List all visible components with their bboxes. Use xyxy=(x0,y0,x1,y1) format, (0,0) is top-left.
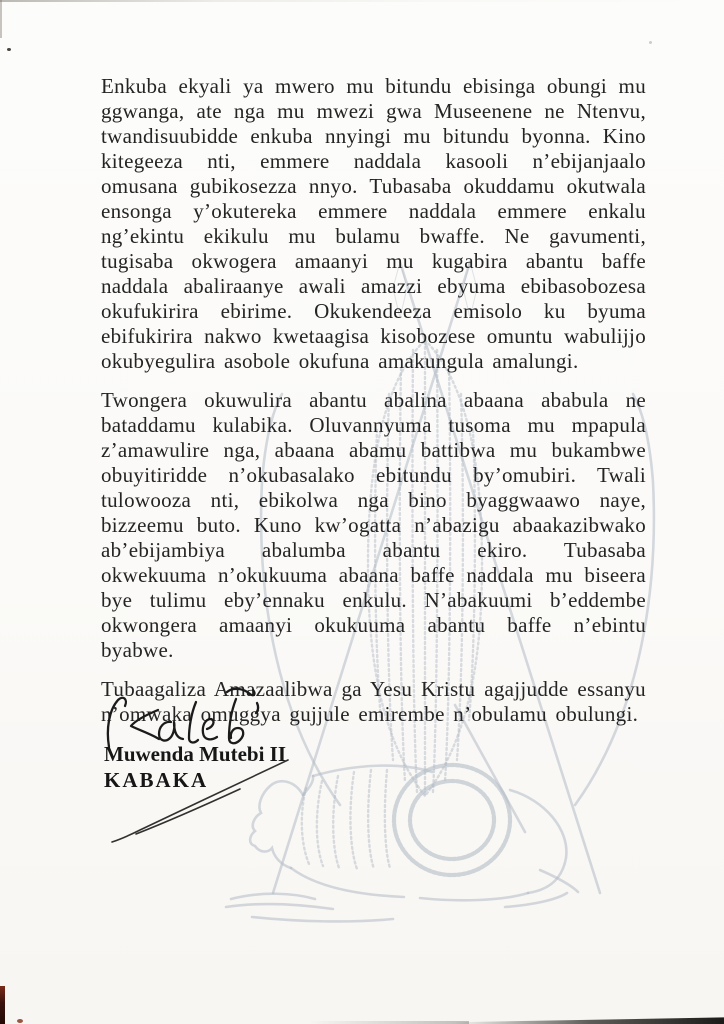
letter-paragraph: Tubaagaliza Amazaalibwa ga Yesu Kristu agajjudde essanyu n’omwaka omuggya gujjule emirembe n’obulamu obulungi. xyxy=(101,677,646,726)
signatory-title: KABAKA xyxy=(104,768,209,792)
signatory-block xyxy=(104,742,286,792)
signatory-name: Muwenda Mutebi II xyxy=(104,742,287,766)
letter-paragraph: Enkuba ekyali ya mwero mu bitundu ebisinga obungi mu ggwanga, ate nga mu mwezi gwa Museenene ne Ntenvu, twandisuubidde enkuba nnyingi mu bitundu byonna. Kino kitegeeza nti, emmere naddala kasooli n’ebijanjaalo omusana gubikosezza nnyo. Tubasaba okuddamu okutwala ensonga y’okutereka emmere naddala emmere enkalu ng’ekintu ekikulu mu bulamu bwaffe. Ne gavumenti, tugisaba okwogera amaanyi mu kugabira abantu baffe naddala abaliraanye awali amazzi ebyuma ebibasobozesa okufukirira ebirime. Okukendeeza emisolo ku byuma ebifukirira nakwo kwetaagisa kisobozese omuntu wabulijjo okubyegulira asobole okufuna amakungula amalungi. xyxy=(101,74,646,373)
letter-body xyxy=(101,74,646,741)
letter-paragraph: Twongera okuwulira abantu abalina abaana ababula ne bataddamu kulabika. Oluvannyuma tusoma mu mpapula z’amawulire nga, abaana abamu battibwa mu bukambwe obuyitiridde n’okubasalako ebitundu by’omubiri. Twali tulowooza nti, ebikolwa nga bino byaggwaawo naye, bizzeemu buto. Kuno kw’ogatta n’abazigu abaakazibwako ab’ebijambiya abalumba abantu ekiro. Tubasaba okwekuuma n’okukuuma abaana baffe naddala mu biseera bye tulimu eby’ennaku enkulu. N’abakuumi b’eddembe okwongera amaanyi okukuuma abantu baffe n’ebintu byabwe. xyxy=(101,388,646,662)
